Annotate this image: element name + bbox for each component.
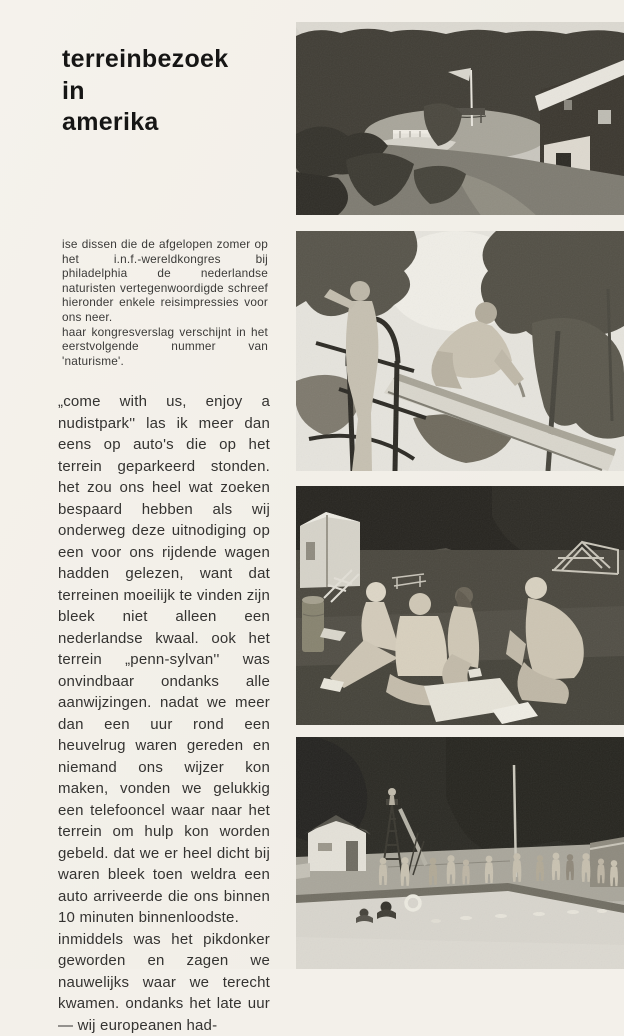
intro-block [62, 237, 268, 368]
photo-camp-entrance [296, 22, 624, 215]
photo-water-slide [296, 231, 624, 471]
article-body [58, 391, 270, 1036]
article-paragraph-1: „come with us, enjoy a nudistpark'' las ik meer dan eens op auto's die op het terrein geparkeerd stonden. het zou ons heel wat zoeken bespaard hebben als wij onderweg deze uitnodiging op een voor ons rijdende wagen hadden gelezen, want dat terreinen moeilijk te vinden zijn bleek niet alleen een nederlandse kwaal. ook het terrein „penn-sylvan'' was onvindbaar ondanks alle aanwijzingen. nadat we meer dan een uur rond een heuvelrug waren gereden en niemand ons wijzer kon maken, vonden we gelukkig een telefooncel waar naar het terrein om hulp kon worden gebeld. dat we er heel dicht bij waren bleek toen weldra een auto arriveerde die ons binnen 10 minuten binnenloodste. [58, 391, 270, 929]
text-column [0, 0, 290, 969]
page-title [62, 44, 228, 139]
title-line-2: in [62, 76, 228, 108]
intro-paragraph-2: haar kongresverslag verschijnt in het eerstvolgende nummer van 'naturisme'. [62, 325, 268, 369]
photo-swimming-pool [296, 737, 624, 969]
article-paragraph-2: inmiddels was het pikdonker geworden en zagen we nauwelijks waar we terecht kwamen. ondanks het late uur — wij europeanen had- [58, 929, 270, 1036]
photo-lawn-conversation [296, 486, 624, 725]
intro-paragraph-1: ise dissen die de afgelopen zomer op het i.n.f.-wereldkongres bij philadelphia de nederlandse naturisten vertegenwoordigde schreef hieronder enkele reisimpressies voor ons neer. [62, 237, 268, 325]
photo-column [296, 22, 624, 969]
title-line-1: terreinbezoek [62, 44, 228, 76]
title-line-3: amerika [62, 107, 228, 139]
